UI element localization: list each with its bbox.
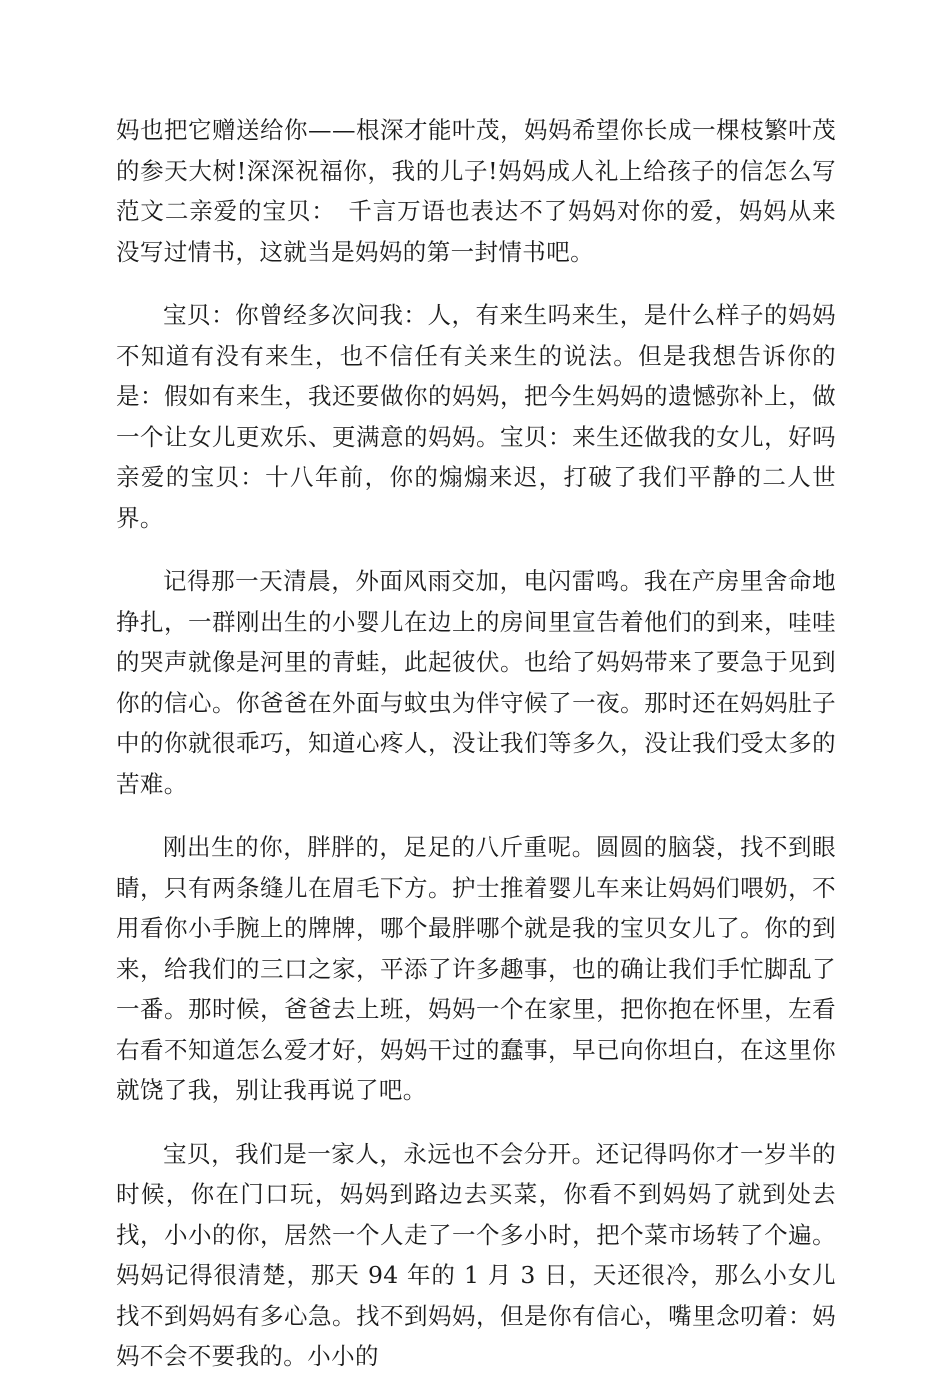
paragraph-3: 记得那一天清晨，外面风雨交加，电闪雷鸣。我在产房里舍命地挣扎，一群刚出生的小婴儿在边上的房间里宣告着他们的到来，哇哇的哭声就像是河里的青蛙，此起彼伏。也给了妈妈带来了要急于见到你的信心。你爸爸在外面与蚊虫为伴守候了一夜。那时还在妈妈肚子中的你就很乖巧，知道心疼人，没让我们等多久，没让我们受太多的苦难。 [116, 567, 836, 798]
paragraph-1: 妈也把它赠送给你——根深才能叶茂，妈妈希望你长成一棵枝繁叶茂的参天大树!深深祝福你，我的儿子!妈妈成人礼上给孩子的信怎么写范文二亲爱的宝贝： 千言万语也表达不了妈妈对你的爱，妈妈从来没写过情书，这就当是妈妈的第一封情书吧。 [116, 116, 836, 266]
paragraph-2: 宝贝：你曾经多次问我：人，有来生吗来生，是什么样子的妈妈不知道有没有来生，也不信任有关来生的说法。但是我想告诉你的是：假如有来生，我还要做你的妈妈，把今生妈妈的遗憾弥补上，做一个让女儿更欢乐、更满意的妈妈。宝贝：来生还做我的女儿，好吗亲爱的宝贝：十八年前，你的煽煽来迟，打破了我们平静的二人世界。 [116, 301, 836, 532]
paragraph-4: 刚出生的你，胖胖的，足足的八斤重呢。圆圆的脑袋，找不到眼睛，只有两条缝儿在眉毛下方。护士推着婴儿车来让妈妈们喂奶，不用看你小手腕上的牌牌，哪个最胖哪个就是我的宝贝女儿了。你的到来，给我们的三口之家，平添了许多趣事，也的确让我们手忙脚乱了一番。那时候，爸爸去上班，妈妈一个在家里，把你抱在怀里，左看右看不知道怎么爱才好，妈妈干过的蠢事，早已向你坦白，在这里你就饶了我，别让我再说了吧。 [116, 833, 836, 1104]
document-body [116, 110, 836, 1400]
paragraph-5: 宝贝，我们是一家人，永远也不会分开。还记得吗你才一岁半的时候，你在门口玩，妈妈到路边去买菜，你看不到妈妈了就到处去找，小小的你，居然一个人走了一个多小时，把个菜市场转了个遍。妈妈记得很清楚，那天 94 年的 1 月 3 日，天还很冷，那么小女儿找不到妈妈有多心急。找不到妈妈，但是你有信心，嘴里念叨着：妈妈不会不要我的。小小的 [116, 1139, 836, 1370]
